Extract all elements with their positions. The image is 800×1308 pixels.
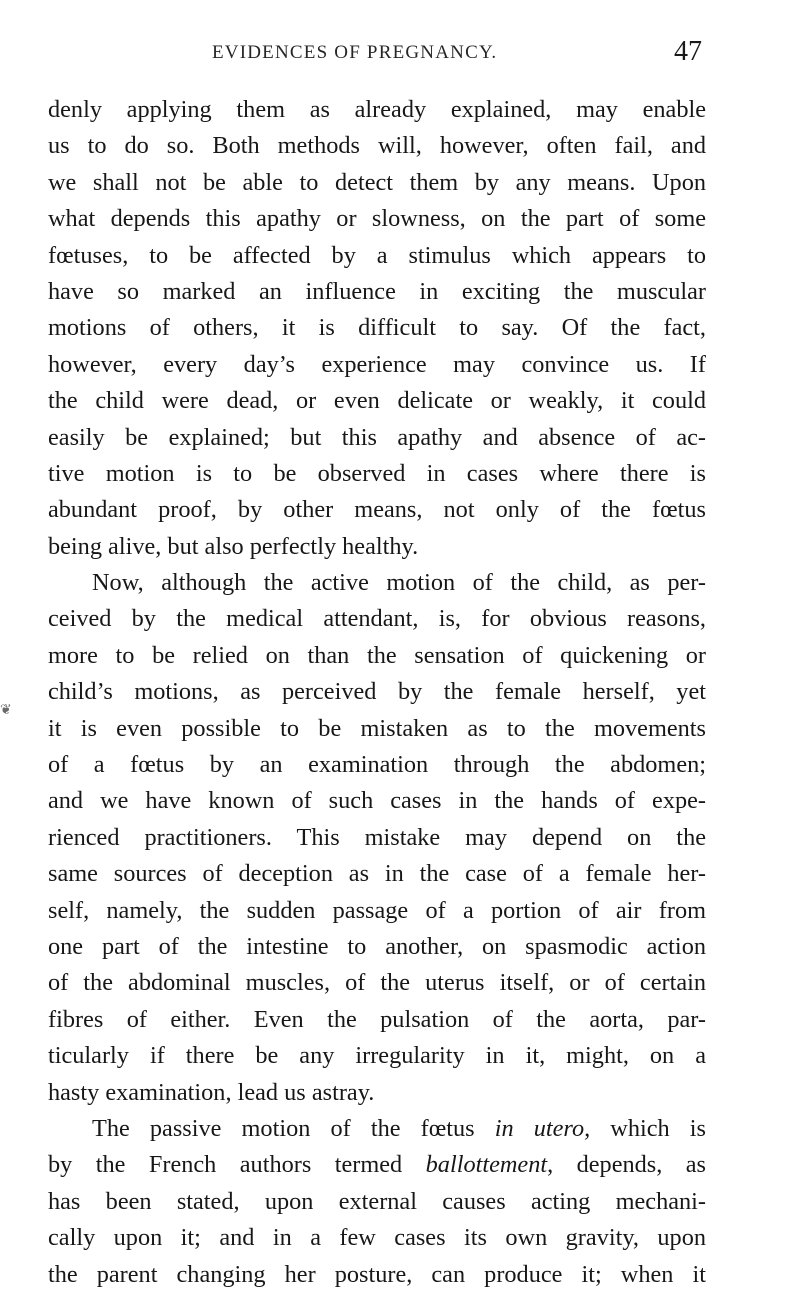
text-line: of the abdominal muscles, of the uterus itself, or of certain	[48, 969, 706, 997]
text-line: of a fœtus by an examination through the abdomen;	[48, 751, 706, 779]
text-fragment: which is	[590, 1114, 706, 1142]
text-fragment: by the French authors termed	[48, 1151, 426, 1179]
text-line: rienced practitioners. This mistake may depend on the	[48, 823, 706, 851]
text-line: hasty examination, lead us astray.	[48, 1078, 375, 1106]
text-line: same sources of deception as in the case of a female her-	[48, 860, 706, 888]
italic-phrase: ballottement	[425, 1151, 548, 1179]
text-line: it is even possible to be mistaken as to the movements	[48, 714, 706, 742]
text-line: the parent changing her posture, can produce it; when it	[48, 1260, 706, 1288]
text-line	[48, 1147, 706, 1183]
text-line: and we have known of such cases in the hands of expe-	[48, 787, 706, 815]
text-line: us to do so. Both methods will, however, often fail, and	[48, 132, 706, 160]
text-fragment: The passive motion of the fœtus	[92, 1114, 495, 1142]
page-number: 47	[674, 36, 702, 67]
text-line: however, every day’s experience may convince us. If	[48, 350, 706, 378]
text-line: have so marked an influence in exciting the muscular	[48, 277, 706, 305]
text-fragment: , depends, as	[547, 1151, 706, 1179]
text-line: abundant proof, by other means, not only of the fœtus	[48, 496, 706, 524]
text-line: more to be relied on than the sensation of quickening or	[48, 641, 706, 669]
text-line: ceived by the medical attendant, is, for obvious reasons,	[48, 605, 706, 633]
text-line: tive motion is to be observed in cases where there is	[48, 459, 706, 487]
text-line: what depends this apathy or slowness, on the part of some	[48, 205, 706, 233]
text-line: fœtuses, to be affected by a stimulus which appears to	[48, 241, 706, 269]
text-line: the child were dead, or even delicate or weakly, it could	[48, 387, 706, 415]
italic-phrase: in utero,	[494, 1114, 591, 1142]
text-line: being alive, but also perfectly healthy.	[48, 532, 419, 560]
text-line: we shall not be able to detect them by any means. Upon	[48, 168, 706, 196]
page-header	[200, 34, 710, 74]
text-line: fibres of either. Even the pulsation of the aorta, par-	[48, 1005, 706, 1033]
text-line: self, namely, the sudden passage of a portion of air from	[48, 896, 706, 924]
text-line: cally upon it; and in a few cases its own gravity, upon	[48, 1224, 706, 1252]
body-text	[48, 92, 706, 1293]
running-head: EVIDENCES OF PREGNANCY.	[212, 42, 498, 63]
text-line: child’s motions, as perceived by the female herself, yet	[48, 678, 706, 706]
text-line: motions of others, it is difficult to say. Of the fact,	[48, 314, 706, 342]
text-line	[48, 1111, 706, 1147]
text-line: has been stated, upon external causes acting mechani-	[48, 1187, 706, 1215]
margin-smudge-icon: ❦	[0, 702, 12, 718]
text-line: Now, although the active motion of the child, as per-	[92, 569, 706, 597]
text-line: denly applying them as already explained, may enable	[48, 96, 706, 123]
text-line: one part of the intestine to another, on spasmodic action	[48, 932, 706, 960]
text-line: ticularly if there be any irregularity in it, might, on a	[48, 1042, 706, 1070]
text-line: easily be explained; but this apathy and absence of ac-	[48, 423, 706, 451]
